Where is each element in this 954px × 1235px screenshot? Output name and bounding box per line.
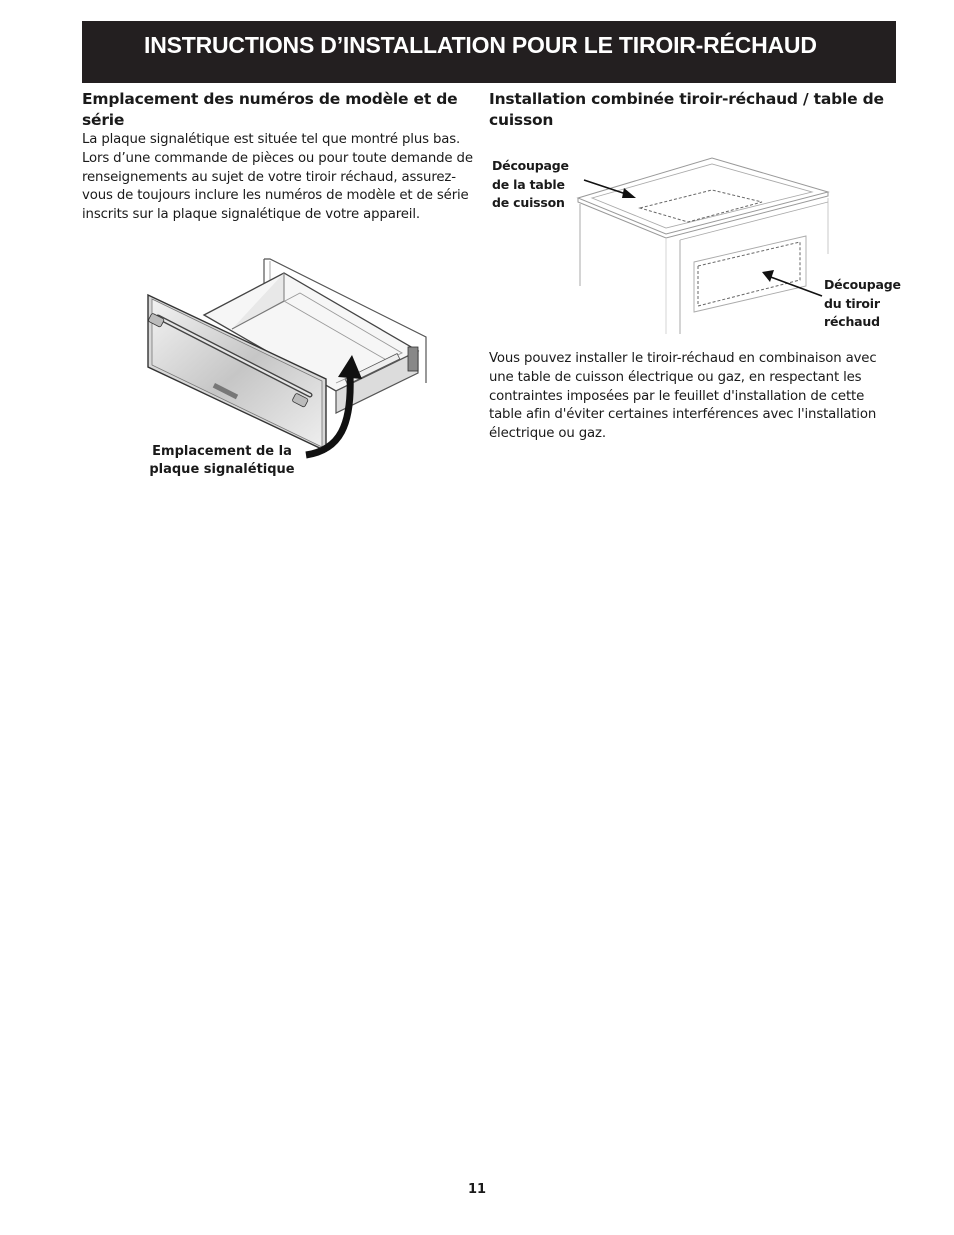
rating-plate-caption-line2: plaque signalétique	[149, 462, 295, 477]
cooktop-cutout-label-line3: de cuisson	[492, 195, 565, 210]
cutout-diagram	[570, 150, 834, 340]
drawer-cutout-label	[824, 276, 901, 332]
combined-install-body: Vous pouvez installer le tiroir-réchaud en combinaison avec une table de cuisson électrique ou gaz, en respectant les contraintes imposées par le feuillet d'installation de cette table afin d'éviter certaines interférences avec l'installation électrique ou gaz.	[489, 351, 877, 442]
page-title: INSTRUCTIONS D’INSTALLATION POUR LE TIROIR-RÉCHAUD	[144, 32, 817, 58]
combined-install-body-wrap	[489, 350, 899, 444]
model-serial-heading: Emplacement des numéros de modèle et de série	[82, 90, 458, 129]
cooktop-cutout-label-line2: de la table	[492, 176, 565, 192]
page-header	[82, 21, 896, 83]
page-number: 11	[467, 1182, 487, 1197]
rating-plate-caption	[130, 443, 314, 479]
warming-drawer-illustration	[140, 255, 440, 475]
combined-install-section	[489, 89, 897, 131]
model-serial-section	[82, 89, 478, 225]
drawer-cutout-label-line3: réchaud	[824, 314, 880, 329]
rating-plate-caption-line1: Emplacement de la	[152, 444, 292, 459]
model-serial-body: La plaque signalétique est située tel que montré plus bas. Lors d’une commande de pièces ou pour toute demande de renseignements au sujet de votre tiroir réchaud, assurez-vous de toujours inclure les numéros de modèle et de série inscrits sur la plaque signalétique de votre appareil.	[82, 132, 473, 223]
cooktop-cutout-label-line1: Découpage	[492, 158, 569, 173]
cooktop-cutout-label	[492, 157, 569, 213]
combined-install-heading: Installation combinée tiroir-réchaud / table de cuisson	[489, 90, 884, 129]
drawer-cutout-label-line2: du tiroir	[824, 295, 880, 311]
drawer-cutout-label-line1: Découpage	[824, 277, 901, 292]
